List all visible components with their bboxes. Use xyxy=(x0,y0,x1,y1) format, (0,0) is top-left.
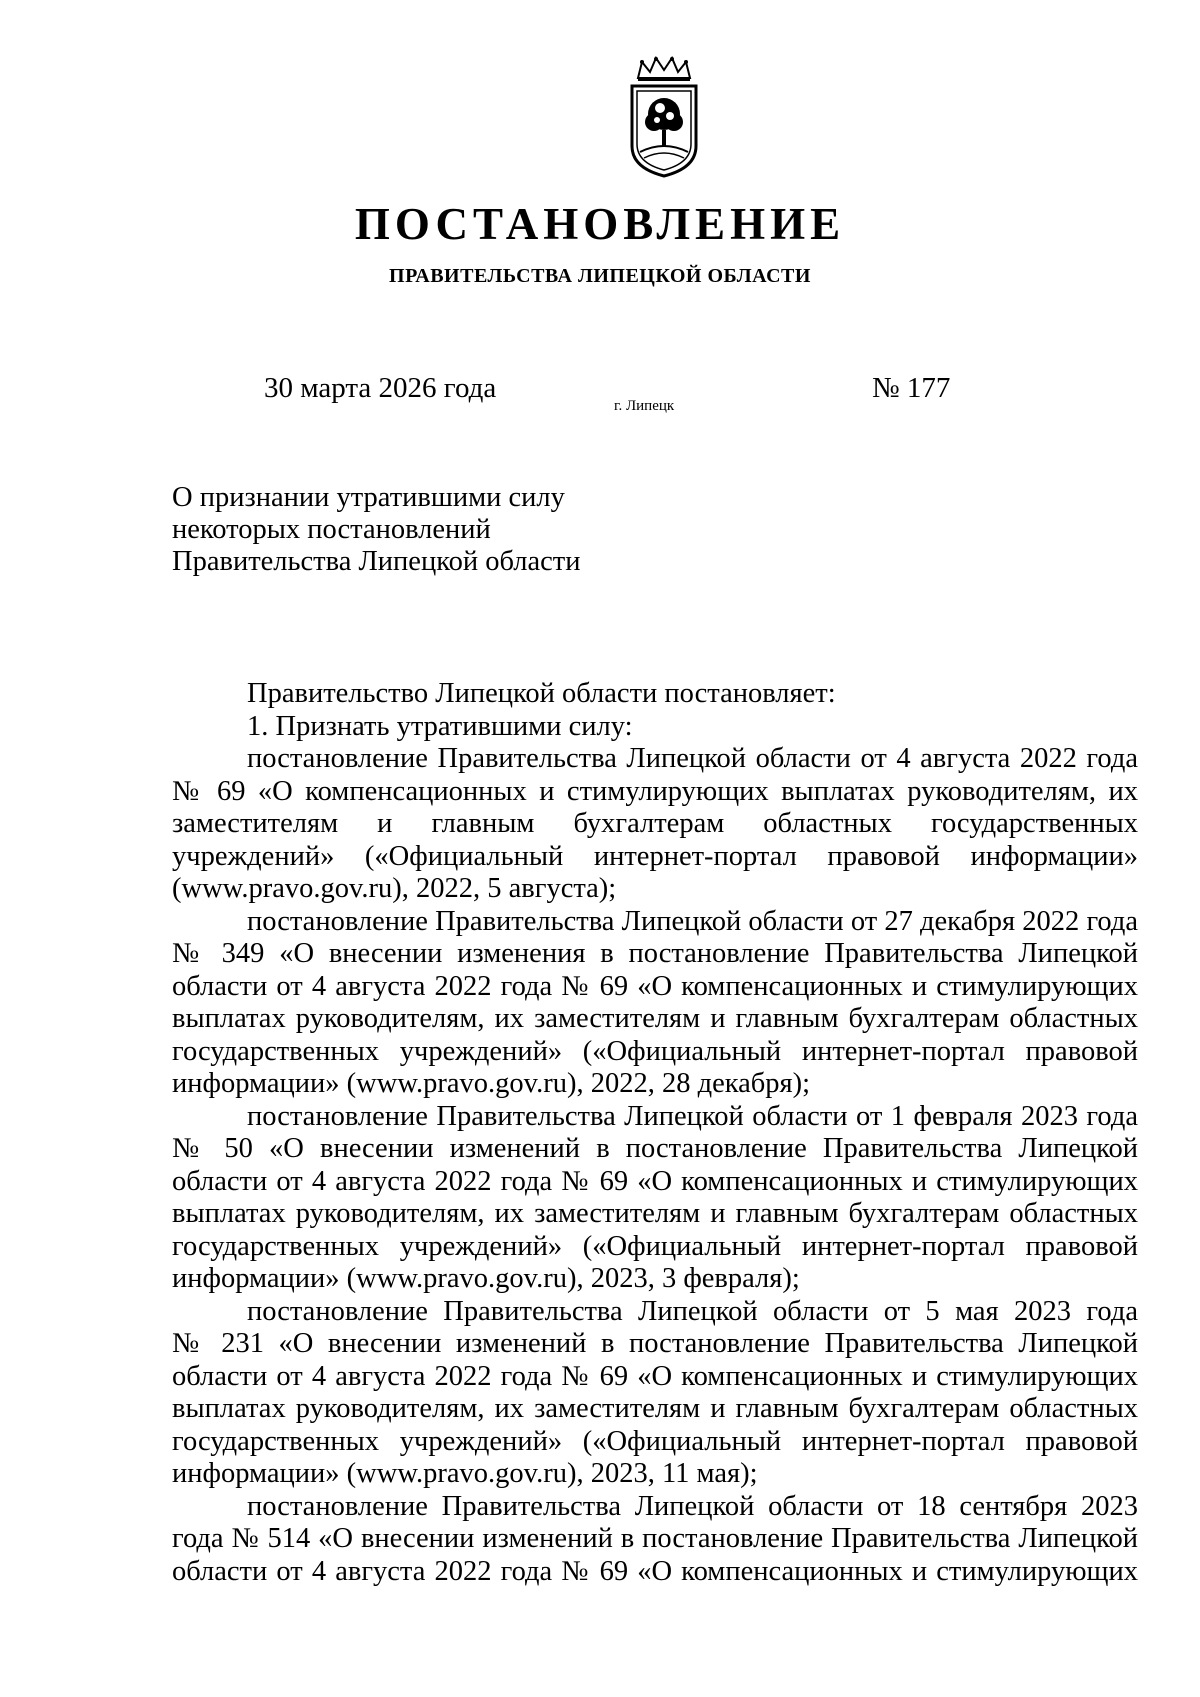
document-subject xyxy=(172,482,581,578)
body-line: года № 514 «О внесении изменений в постановление Правительства Липецкой xyxy=(172,1523,1138,1554)
subject-line: некоторых постановлений xyxy=(172,514,491,545)
body-line: постановление Правительства Липецкой области от 18 сентября 2023 xyxy=(247,1490,1138,1522)
document-city: г. Липецк xyxy=(614,398,675,414)
intro-paragraph: Правительство Липецкой области постановляет: xyxy=(247,678,836,709)
body-line: информации» (www.pravo.gov.ru), 2023, 3 февраля); xyxy=(172,1263,800,1294)
body-line: № 231 «О внесении изменений в постановление Правительства Липецкой xyxy=(172,1328,1138,1359)
document-body xyxy=(172,678,1138,1588)
body-line: информации» (www.pravo.gov.ru), 2022, 28 декабря); xyxy=(172,1068,811,1099)
body-line: области от 4 августа 2022 года № 69 «О компенсационных и стимулирующих xyxy=(172,1360,1138,1392)
body-line: постановление Правительства Липецкой области от 27 декабря 2022 года xyxy=(247,905,1138,937)
body-line: информации» (www.pravo.gov.ru), 2023, 11 мая); xyxy=(172,1458,758,1489)
body-line: (www.pravo.gov.ru), 2022, 5 августа); xyxy=(172,873,617,904)
body-line: выплатах руководителям, их заместителям и главным бухгалтерам областных xyxy=(172,1393,1138,1424)
body-line: учреждений» («Официальный интернет-портал правовой информации» xyxy=(172,840,1138,872)
document-issuer: ПРАВИТЕЛЬСТВА ЛИПЕЦКОЙ ОБЛАСТИ xyxy=(389,265,811,287)
body-line: выплатах руководителям, их заместителям и главным бухгалтерам областных xyxy=(172,1003,1138,1034)
body-line: заместителям и главным бухгалтерам областных государственных xyxy=(172,808,1138,839)
body-line: области от 4 августа 2022 года № 69 «О компенсационных и стимулирующих xyxy=(172,1555,1138,1587)
body-line: государственных учреждений» («Официальный интернет-портал правовой xyxy=(172,1425,1138,1457)
coat-of-arms-icon xyxy=(624,56,704,180)
body-line: государственных учреждений» («Официальный интернет-портал правовой xyxy=(172,1230,1138,1262)
body-line: постановление Правительства Липецкой области от 4 августа 2022 года xyxy=(247,743,1138,774)
subject-line: О признании утратившими силу xyxy=(172,482,565,513)
document-number: № 177 xyxy=(872,372,951,404)
body-line: выплатах руководителям, их заместителям и главным бухгалтерам областных xyxy=(172,1198,1138,1229)
body-line: № 69 «О компенсационных и стимулирующих выплатах руководителям, их xyxy=(172,775,1138,807)
body-line: постановление Правительства Липецкой области от 5 мая 2023 года xyxy=(247,1295,1138,1327)
subject-line: Правительства Липецкой области xyxy=(172,546,581,577)
body-line: области от 4 августа 2022 года № 69 «О компенсационных и стимулирующих xyxy=(172,970,1138,1002)
body-line: № 50 «О внесении изменений в постановление Правительства Липецкой xyxy=(172,1133,1138,1164)
document-title: ПОСТАНОВЛЕНИЕ xyxy=(354,199,846,249)
body-line: области от 4 августа 2022 года № 69 «О компенсационных и стимулирующих xyxy=(172,1165,1138,1197)
body-line: № 349 «О внесении изменения в постановление Правительства Липецкой xyxy=(172,938,1138,969)
body-line: государственных учреждений» («Официальный интернет-портал правовой xyxy=(172,1035,1138,1067)
item-1-title: 1. Признать утратившими силу: xyxy=(247,710,633,742)
document-date: 30 марта 2026 года xyxy=(264,372,497,404)
body-line: постановление Правительства Липецкой области от 1 февраля 2023 года xyxy=(247,1100,1138,1132)
